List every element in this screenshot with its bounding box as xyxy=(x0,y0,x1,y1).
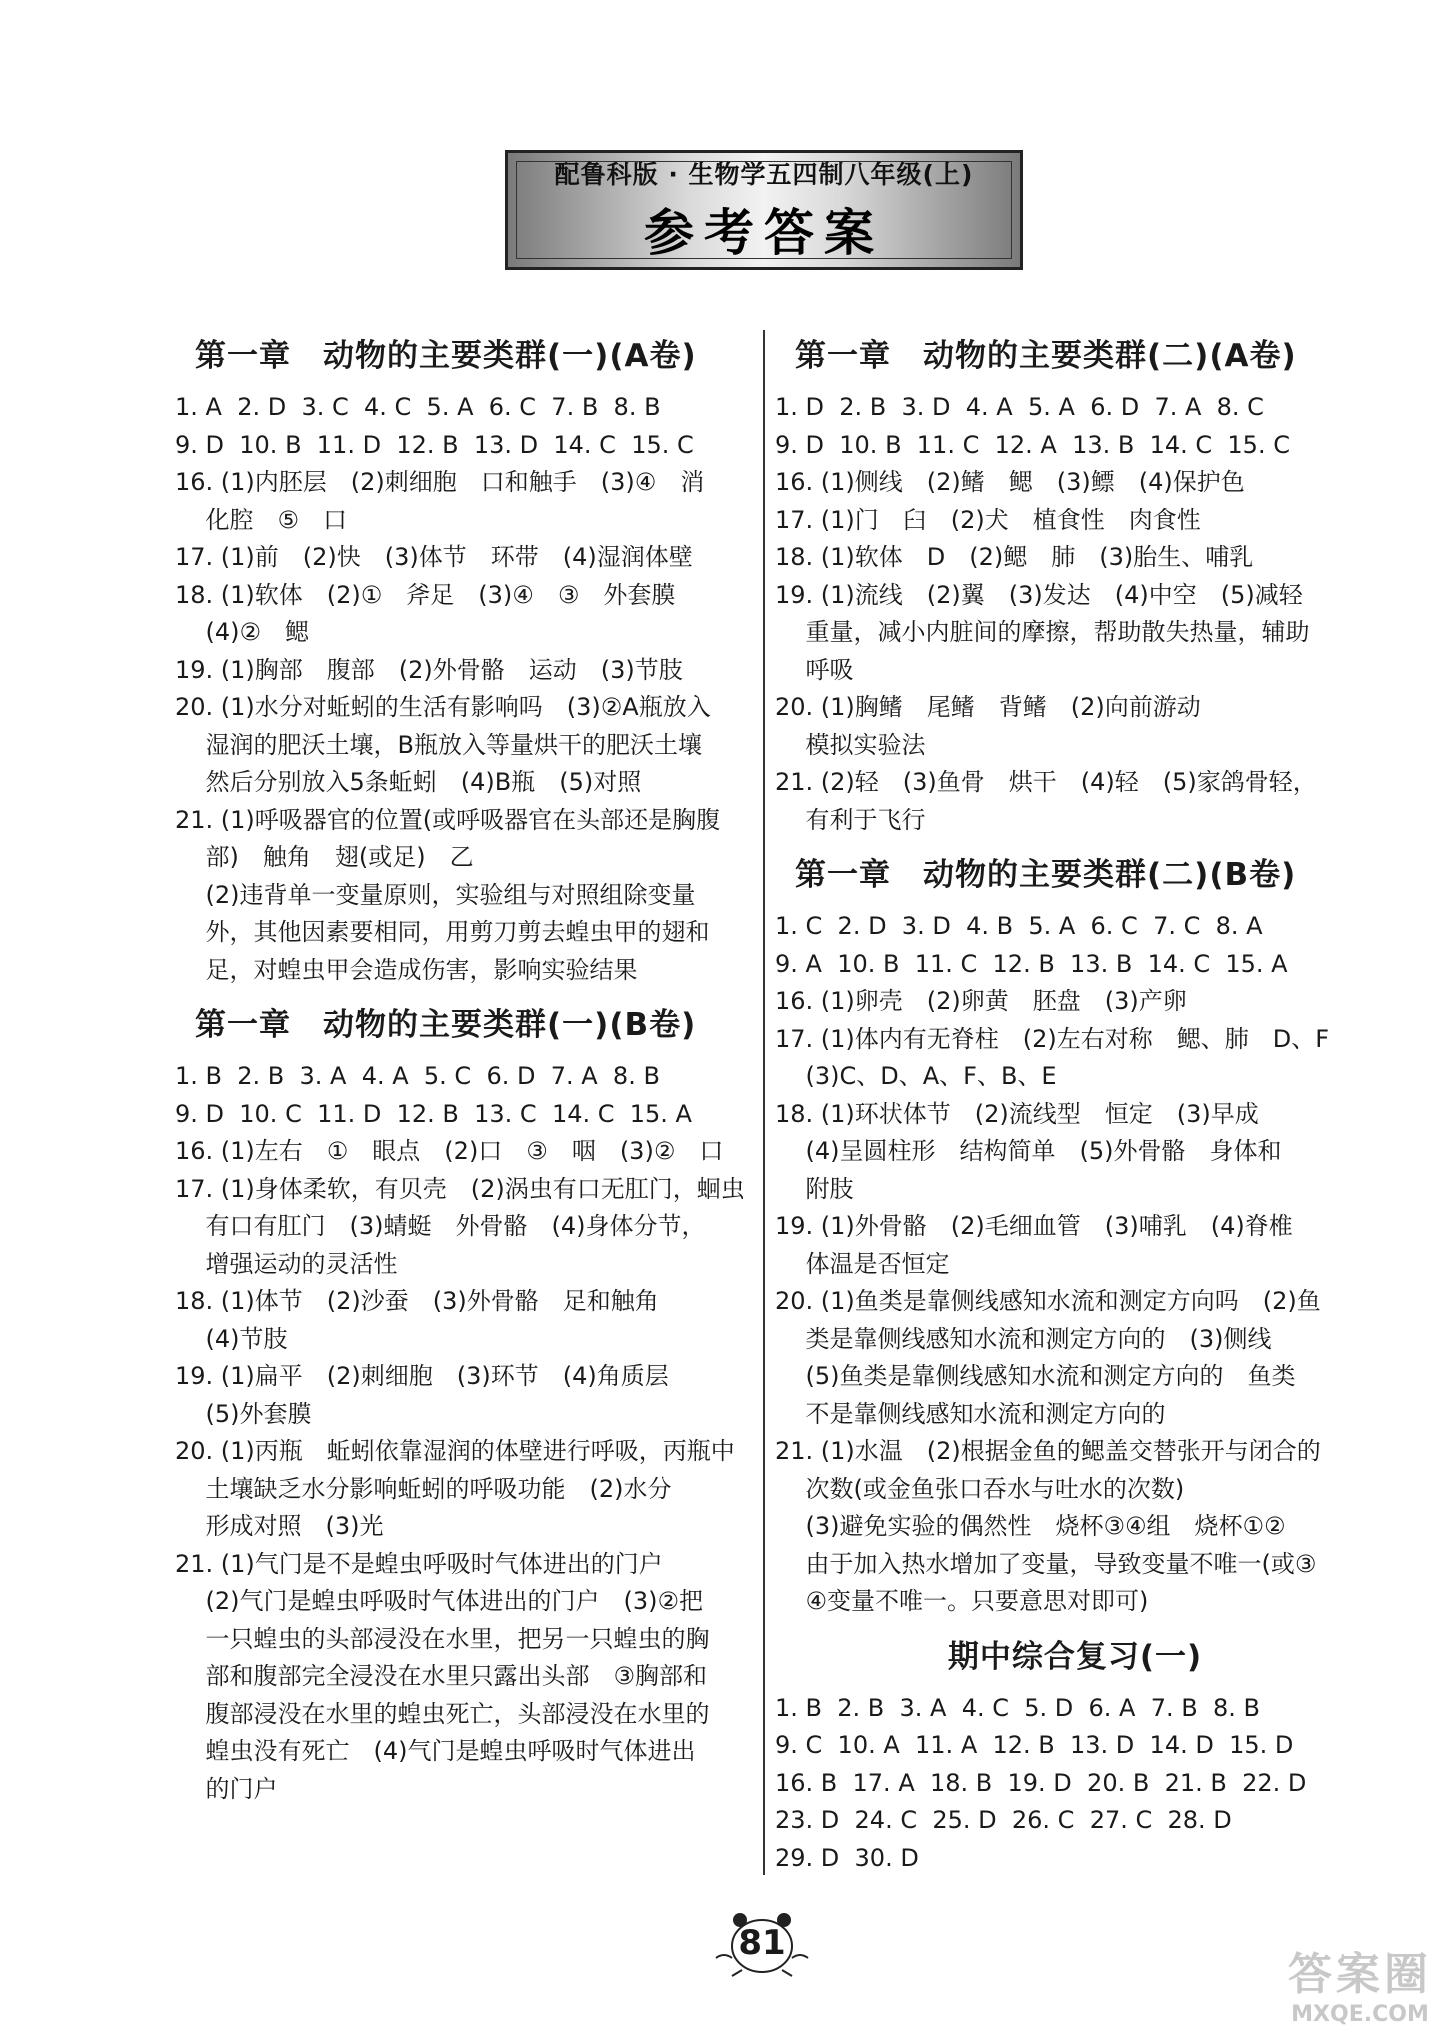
answer-line: 16. (1)侧线 (2)鳍 鳃 (3)鳔 (4)保护色 xyxy=(775,468,1245,496)
answer-line: 有利于飞行 xyxy=(775,805,926,834)
header-subtitle: 配鲁科版 · 生物学五四制八年级(上) xyxy=(554,160,974,189)
answer-line: 土壤缺乏水分影响蚯蚓的呼吸功能 (2)水分 xyxy=(175,1474,672,1503)
answer-line: (2)气门是蝗虫呼吸时气体进出的门户 (3)②把 xyxy=(175,1587,704,1615)
answer-line: 9. D 10. B 11. C 12. A 13. B 14. C 15. C xyxy=(775,430,1290,459)
answer-line: 9. D 10. C 11. D 12. B 13. C 14. C 15. A xyxy=(175,1099,692,1128)
site-watermark xyxy=(1288,1938,1432,2027)
answer-line: 不是靠侧线感知水流和测定方向的 xyxy=(775,1399,1166,1428)
section-ch1-1b xyxy=(175,999,755,1808)
answer-line: 化腔 ⑤ 口 xyxy=(175,505,348,534)
answer-line: 16. B 17. A 18. B 19. D 20. B 21. B 22. D xyxy=(775,1768,1307,1797)
page-number xyxy=(712,1908,812,1978)
page-number-text: 81 xyxy=(738,1923,786,1963)
answer-line: 21. (1)水温 (2)根据金鱼的鳃盖交替张开与闭合的 xyxy=(775,1437,1321,1465)
answer-line: 17. (1)身体柔软，有贝壳 (2)涡虫有口无肛门，蛔虫 xyxy=(175,1174,745,1203)
answer-line: 21. (2)轻 (3)鱼骨 烘干 (4)轻 (5)家鸽骨轻， xyxy=(775,768,1317,796)
answer-line: 1. A 2. D 3. C 4. C 5. A 6. C 7. B 8. B xyxy=(175,393,661,421)
answer-line: 16. (1)左右 ① 眼点 (2)口 ③ 咽 (3)② 口 xyxy=(175,1137,724,1165)
answer-line: 21. (1)气门是不是蝗虫呼吸时气体进出的门户 xyxy=(175,1549,663,1578)
section-title: 期中综合复习(一) xyxy=(947,1638,1203,1675)
answer-line: 18. (1)环状体节 (2)流线型 恒定 (3)早成 xyxy=(775,1099,1259,1128)
answer-line: 体温是否恒定 xyxy=(775,1249,950,1278)
column-divider xyxy=(763,330,765,1875)
answer-line: (5)鱼类是靠侧线感知水流和测定方向的 鱼类 xyxy=(775,1362,1296,1390)
answer-line: 模拟实验法 xyxy=(775,730,926,759)
answer-line: 蝗虫没有死亡 (4)气门是蝗虫呼吸时气体进出 xyxy=(175,1737,696,1765)
answer-line: 23. D 24. C 25. D 26. C 27. C 28. D xyxy=(775,1806,1232,1834)
section-title: 第一章 动物的主要类群(二)(A卷) xyxy=(795,338,1297,374)
answer-line: (3)C、D、A、F、B、E xyxy=(775,1062,1057,1090)
answer-line: 部和腹部完全浸没在水里只露出头部 ③胸部和 xyxy=(175,1662,708,1690)
left-column xyxy=(175,330,755,1808)
answer-line: 19. (1)扁平 (2)刺细胞 (3)环节 (4)角质层 xyxy=(175,1362,669,1390)
answer-line: 呼吸 xyxy=(775,655,854,684)
section-title: 第一章 动物的主要类群(一)(A卷) xyxy=(195,338,697,374)
answer-line: 20. (1)丙瓶 蚯蚓依靠湿润的体壁进行呼吸，丙瓶中 xyxy=(175,1437,735,1465)
watermark-text: 答案圈 xyxy=(1288,1949,1432,2000)
answer-line: 足，对蝗虫甲会造成伤害，影响实验结果 xyxy=(175,955,638,984)
answer-line: 18. (1)体节 (2)沙蚕 (3)外骨骼 足和触角 xyxy=(175,1287,659,1315)
answer-line: 增强运动的灵活性 xyxy=(175,1249,398,1278)
answer-line: 腹部浸没在水里的蝗虫死亡，头部浸没在水里的 xyxy=(175,1699,710,1728)
answer-line: 9. C 10. A 11. A 12. B 13. D 14. D 15. D xyxy=(775,1731,1294,1759)
answer-line: (5)外套膜 xyxy=(175,1399,312,1428)
answer-line: (2)违背单一变量原则，实验组与对照组除变量 xyxy=(175,880,696,909)
answer-line: 重量，减小内脏间的摩擦，帮助散失热量，辅助 xyxy=(775,618,1310,646)
answer-line: 1. D 2. B 3. D 4. A 5. A 6. D 7. A 8. C xyxy=(775,393,1264,421)
section-ch1-1a xyxy=(175,330,755,989)
section-title: 第一章 动物的主要类群(一)(B卷) xyxy=(195,1007,697,1043)
answer-line: 的门户 xyxy=(175,1774,278,1803)
answer-line: 29. D 30. D xyxy=(775,1843,919,1872)
answer-line: ④变量不唯一。只要意思对即可) xyxy=(775,1587,1149,1615)
answer-line: 类是靠侧线感知水流和测定方向的 (3)侧线 xyxy=(775,1324,1272,1353)
answer-line: 附肢 xyxy=(775,1174,854,1203)
answer-line: 9. D 10. B 11. D 12. B 13. D 14. C 15. C xyxy=(175,430,694,459)
answer-line: 1. B 2. B 3. A 4. C 5. D 6. A 7. B 8. B xyxy=(775,1693,1260,1722)
answer-line: 一只蝗虫的头部浸没在水里，把另一只蝗虫的胸 xyxy=(175,1624,710,1653)
answer-line: 16. (1)内胚层 (2)刺细胞 口和触手 (3)④ 消 xyxy=(175,468,705,496)
answer-line: 湿润的肥沃土壤，B瓶放入等量烘干的肥沃土壤 xyxy=(175,730,702,759)
answer-line: 形成对照 (3)光 xyxy=(175,1512,384,1540)
answer-line: 9. A 10. B 11. C 12. B 13. B 14. C 15. A xyxy=(775,949,1288,978)
right-column xyxy=(775,330,1375,1877)
answer-line: 由于加入热水增加了变量，导致变量不唯一(或③ xyxy=(775,1549,1317,1578)
section-title: 第一章 动物的主要类群(二)(B卷) xyxy=(795,857,1297,893)
header-title: 参考答案 xyxy=(644,204,884,262)
answer-line: 19. (1)胸部 腹部 (2)外骨骼 运动 (3)节肢 xyxy=(175,655,683,684)
answer-line: 20. (1)水分对蚯蚓的生活有影响吗 (3)②A瓶放入 xyxy=(175,693,711,721)
answer-line: 17. (1)门 臼 (2)犬 植食性 肉食性 xyxy=(775,505,1201,534)
answer-line: 次数(或金鱼张口吞水与吐水的次数) xyxy=(775,1474,1185,1503)
answer-line: 有口有肛门 (3)蜻蜓 外骨骼 (4)身体分节， xyxy=(175,1212,706,1240)
answer-line: 19. (1)流线 (2)翼 (3)发达 (4)中空 (5)减轻 xyxy=(775,580,1303,609)
answer-line: 17. (1)体内有无脊柱 (2)左右对称 鳃、肺 D、F xyxy=(775,1024,1330,1053)
answer-line: 1. C 2. D 3. D 4. B 5. A 6. C 7. C 8. A xyxy=(775,912,1263,940)
answer-line: 部) 触角 翅(或足) 乙 xyxy=(175,843,474,871)
answer-key-header xyxy=(505,150,1023,270)
section-midterm-review-1 xyxy=(775,1631,1375,1878)
answer-line: (3)避免实验的偶然性 烧杯③④组 烧杯①② xyxy=(775,1512,1286,1540)
section-ch1-2b xyxy=(775,849,1375,1621)
answer-line: 17. (1)前 (2)快 (3)体节 环带 (4)湿润体壁 xyxy=(175,543,693,571)
answer-line: 1. B 2. B 3. A 4. A 5. C 6. D 7. A 8. B xyxy=(175,1062,660,1090)
section-ch1-2a xyxy=(775,330,1375,839)
answer-line: 然后分别放入5条蚯蚓 (4)B瓶 (5)对照 xyxy=(175,768,642,796)
watermark-url: MXQE.COM xyxy=(1291,2002,1429,2027)
answer-line: 18. (1)软体 D (2)鳃 肺 (3)胎生、哺乳 xyxy=(775,543,1254,571)
answer-line: (4)节肢 xyxy=(175,1324,288,1353)
answer-line: 18. (1)软体 (2)① 斧足 (3)④ ③ 外套膜 xyxy=(175,580,676,609)
answer-line: 20. (1)胸鳍 尾鳍 背鳍 (2)向前游动 xyxy=(775,693,1201,721)
answer-line: 外，其他因素要相同，用剪刀剪去蝗虫甲的翅和 xyxy=(175,918,710,946)
answer-line: (4)呈圆柱形 结构简单 (5)外骨骼 身体和 xyxy=(775,1137,1282,1165)
answer-line: 19. (1)外骨骼 (2)毛细血管 (3)哺乳 (4)脊椎 xyxy=(775,1212,1293,1240)
answer-line: 21. (1)呼吸器官的位置(或呼吸器官在头部还是胸腹 xyxy=(175,805,721,834)
answer-line: 20. (1)鱼类是靠侧线感知水流和测定方向吗 (2)鱼 xyxy=(775,1287,1321,1315)
answer-line: (4)② 鳃 xyxy=(175,618,310,646)
answer-line: 16. (1)卵壳 (2)卵黄 胚盘 (3)产卵 xyxy=(775,987,1187,1015)
